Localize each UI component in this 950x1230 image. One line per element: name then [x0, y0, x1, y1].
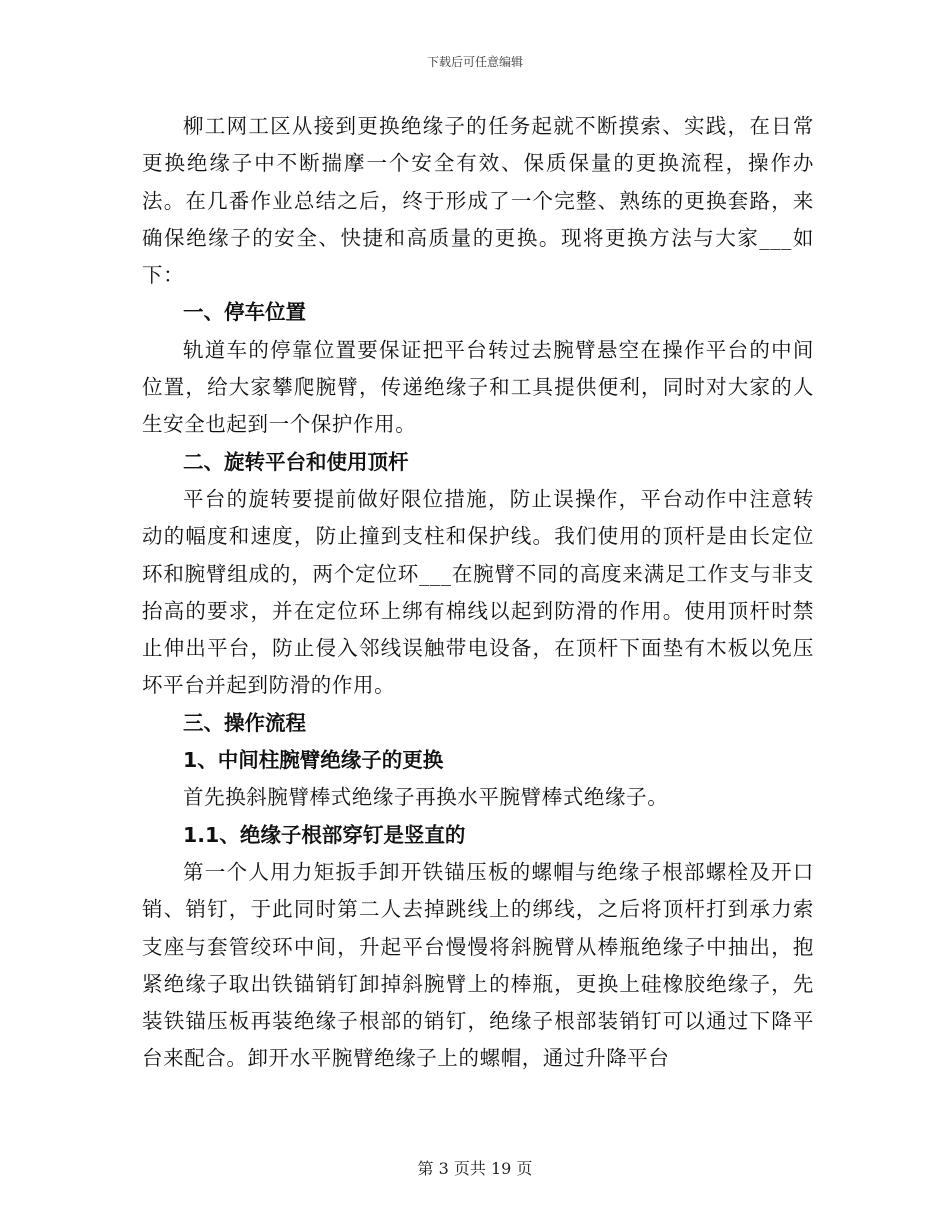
- paragraph-rotate-platform: 平台的旋转要提前做好限位措施，防止误操作，平台动作中注意转动的幅度和速度，防止撞到支柱和保护线。我们使用的顶杆是由长定位环和腕臂组成的，两个定位环___在腕臂不同的高度来满足工作支与非支抬高的要求，并在定位环上绑有棉线以起到防滑的作用。使用顶杆时禁止伸出平台，防止侵入邻线误触带电设备，在顶杆下面垫有木板以免压坏平台并起到防滑的作用。: [142, 486, 814, 698]
- paragraph-replace-order: 首先换斜腕臂棒式绝缘子再换水平腕臂棒式绝缘子。: [183, 785, 669, 810]
- document-body: [142, 108, 814, 1078]
- heading-vertical-pin: 1.1、绝缘子根部穿钉是竖直的: [183, 822, 466, 847]
- heading-middle-pole: 1、中间柱腕臂绝缘子的更换: [183, 748, 444, 773]
- page-header: 下载后可任意编辑: [426, 55, 523, 69]
- page-footer: 第 3 页共 19 页: [417, 1159, 533, 1178]
- heading-parking-position: 一、停车位置: [183, 300, 306, 325]
- heading-operation-flow: 三、操作流程: [183, 710, 306, 735]
- paragraph-intro: 柳工网工区从接到更换绝缘子的任务起就不断摸索、实践，在日常更换绝缘子中不断揣摩一个安全有效、保质保量的更换流程，操作办法。在几番作业总结之后，终于形成了一个完整、熟练的更换套路，来确保绝缘子的安全、快捷和高质量的更换。现将更换方法与大家___如下：: [142, 114, 814, 288]
- paragraph-parking: 轨道车的停靠位置要保证把平台转过去腕臂悬空在操作平台的中间位置，给大家攀爬腕臂，传递绝缘子和工具提供便利，同时对大家的人生安全也起到一个保护作用。: [142, 337, 814, 437]
- paragraph-vertical-pin: 第一个人用力矩扳手卸开铁锚压板的螺帽与绝缘子根部螺栓及开口销、销钉，于此同时第二人去掉跳线上的绑线，之后将顶杆打到承力索支座与套管绞环中间，升起平台慢慢将斜腕臂从棒瓶绝缘子中抽出，抱紧绝缘子取出铁锚销钉卸掉斜腕臂上的棒瓶，更换上硅橡胶绝缘子，先装铁锚压板再装绝缘子根部的销钉，绝缘子根部装销钉可以通过下降平台来配合。卸开水平腕臂绝缘子上的螺帽，通过升降平台: [142, 859, 814, 1071]
- heading-rotate-platform: 二、旋转平台和使用顶杆: [183, 449, 409, 474]
